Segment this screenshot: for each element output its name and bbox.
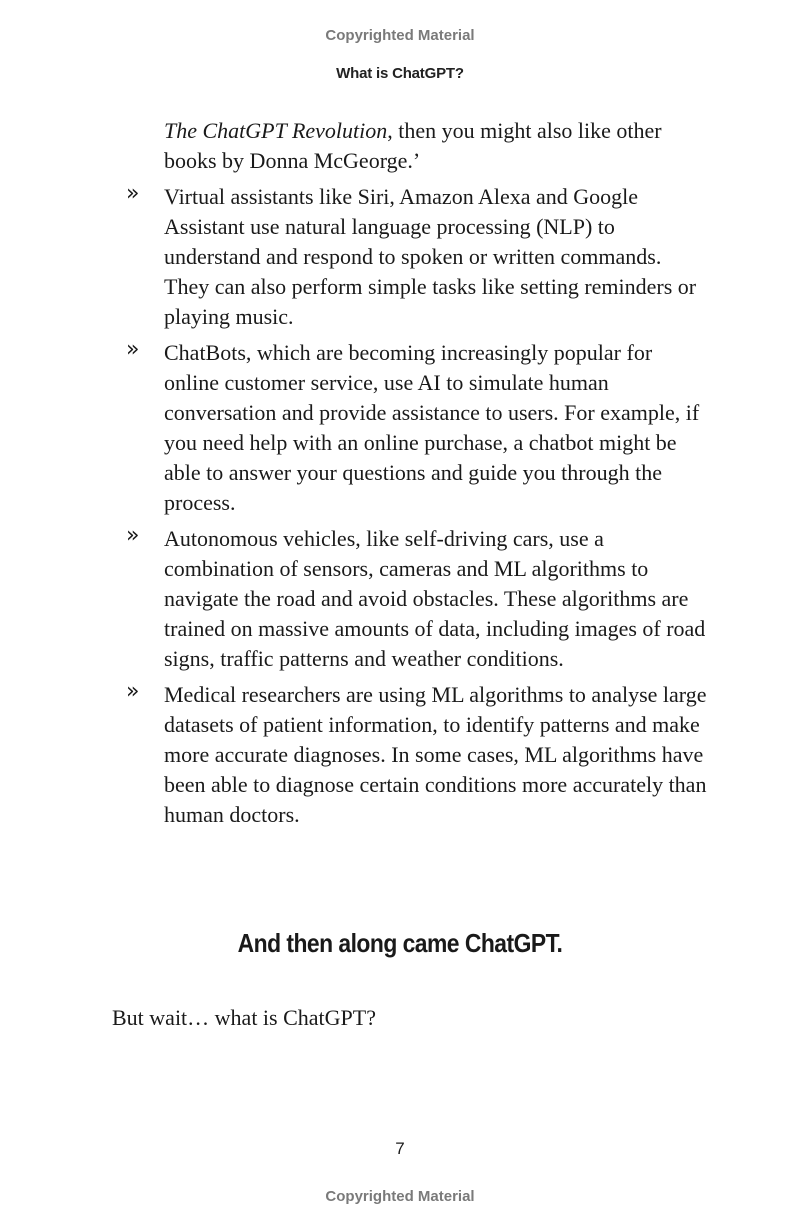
continued-paragraph	[164, 116, 709, 176]
section-heading: And then along came ChatGPT.	[237, 928, 563, 958]
examples-bullet-list	[0, 182, 800, 830]
guillemet-bullet-icon: »	[126, 337, 140, 362]
bullet-item-chatbots	[0, 338, 709, 518]
bullet-text: ChatBots, which are becoming increasingly popular for online customer service, use AI to simulate human conversation and provide assistance to users. For example, if you need help with an online purchase, a chatbot might be able to answer your questions and guide you through the process.	[164, 340, 700, 515]
bullet-item-medical-research	[0, 680, 709, 830]
bullet-text: Virtual assistants like Siri, Amazon Alexa and Google Assistant use natural language processing (NLP) to understand and respond to spoken or written commands. They can also perform simple tasks like setting reminders or playing music.	[164, 184, 697, 329]
closing-paragraph: But wait… what is ChatGPT?	[112, 1005, 376, 1030]
copyright-watermark-top: Copyrighted Material	[325, 27, 475, 44]
bullet-text: Autonomous vehicles, like self-driving cars, use a combination of sensors, cameras and ML algorithms to navigate the road and avoid obstacles. These algorithms are trained on massive amounts of data, including images of road signs, traffic patterns and weather conditions.	[164, 526, 706, 671]
guillemet-bullet-icon: »	[126, 181, 140, 206]
bullet-item-virtual-assistants	[0, 182, 709, 332]
page-number: 7	[395, 1139, 405, 1158]
continued-paragraph-text: , then you might also like other books by Donna McGeorge.’	[164, 118, 662, 173]
guillemet-bullet-icon: »	[126, 523, 140, 548]
page-body	[0, 116, 800, 836]
book-title-italic: The ChatGPT Revolution	[164, 118, 388, 143]
running-header: What is ChatGPT?	[336, 65, 464, 82]
copyright-watermark-bottom: Copyrighted Material	[325, 1188, 475, 1205]
guillemet-bullet-icon: »	[126, 679, 140, 704]
bullet-text: Medical researchers are using ML algorithms to analyse large datasets of patient information, to identify patterns and make more accurate diagnoses. In some cases, ML algorithms have been able to diagnose certain conditions more accurately than human doctors.	[164, 682, 707, 827]
bullet-item-autonomous-vehicles	[0, 524, 709, 674]
